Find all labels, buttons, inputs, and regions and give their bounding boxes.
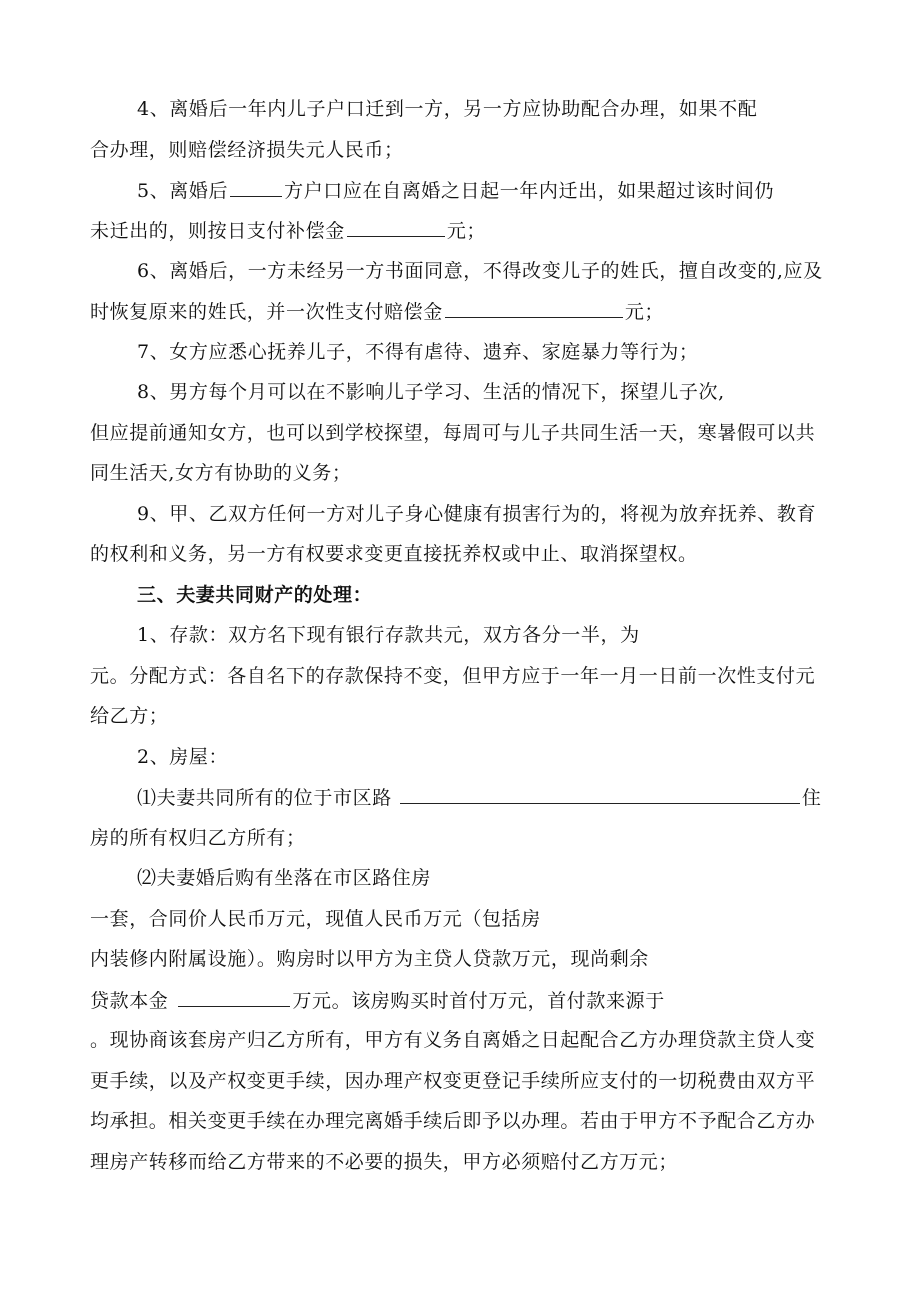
item-2-2-line-2: 一套，合同价人民币万元，现值人民币万元（包括房	[90, 908, 541, 930]
item-1-line-3: 给乙方；	[90, 705, 169, 727]
blank-field	[400, 785, 800, 804]
para-5-text-a: 5、离婚后	[137, 180, 229, 202]
item-2-2-line-4	[90, 988, 665, 1013]
item-2-1-line-1	[137, 785, 821, 810]
blank-field	[445, 299, 623, 318]
para-5-text-d: 元；	[446, 220, 487, 242]
item-1-line-2: 元。分配方式：各自名下的存款保持不变，但甲方应于一年一月一日前一次性支付元	[90, 665, 816, 687]
para-6-text-b: 元；	[624, 301, 665, 323]
para-5-text-c: 未迁出的，则按日支付补偿金	[90, 220, 345, 242]
item-2-2-line-3: 内装修内附属设施）。购房时以甲方为主贷人贷款万元，现尚剩余	[90, 948, 649, 970]
item-2-2-text-b: 万元。该房购买时首付万元，首付款来源于	[292, 990, 665, 1012]
item-2-2-text-a: 贷款本金	[90, 990, 169, 1012]
item-2-2-line-1: ⑵夫妻婚后购有坐落在市区路住房	[137, 867, 432, 889]
para-4-line-1: 4、离婚后一年内儿子户口迁到一方，另一方应协助配合办理，如果不配	[137, 98, 758, 120]
section-3-heading: 三、夫妻共同财产的处理：	[137, 584, 373, 606]
blank-field	[347, 218, 445, 237]
item-2-2-line-6: 更手续，以及产权变更手续，因办理产权变更登记手续所应支付的一切税费由双方平	[90, 1070, 816, 1092]
blank-field	[230, 178, 282, 197]
item-2-2-line-7: 均承担。相关变更手续在办理完离婚手续后即予以办理。若由于甲方不予配合乙方办	[90, 1110, 816, 1132]
para-9-line-2: 的权利和义务，另一方有权要求变更直接抚养权或中止、取消探望权。	[90, 543, 698, 565]
para-5-text-b: 方户口应在自离婚之日起一年内迁出，如果超过该时间仍	[284, 180, 775, 202]
para-5-line-2	[90, 218, 486, 243]
item-2-2-line-8: 理房产转移而给乙方带来的不必要的损失，甲方必须赔付乙方万元；	[90, 1151, 679, 1173]
para-9-line-1: 9、甲、乙双方任何一方对儿子身心健康有损害行为的，将视为放弃抚养、教育	[137, 503, 817, 525]
para-5-line-1	[137, 178, 774, 203]
item-2-1-text-b: 住	[801, 787, 822, 809]
item-2-1-text-a: ⑴夫妻共同所有的位于市区路	[137, 787, 392, 809]
para-6-text-a: 时恢复原来的姓氏，并一次性支付赔偿金	[90, 301, 443, 323]
blank-field	[178, 988, 290, 1007]
para-7-line-1: 7、女方应悉心抚养儿子，不得有虐待、遗弃、家庭暴力等行为；	[137, 341, 699, 363]
para-4-line-2: 合办理，则赔偿经济损失元人民币；	[90, 139, 404, 161]
para-8-line-2: 但应提前通知女方，也可以到学校探望，每周可与儿子共同生活一天，寒暑假可以共	[90, 422, 816, 444]
item-2-heading: 2、房屋：	[137, 746, 229, 768]
para-8-line-1: 8、男方每个月可以在不影响儿子学习、生活的情况下，探望儿子次,	[137, 381, 725, 403]
para-6-line-2	[90, 299, 664, 324]
para-6-line-1: 6、离婚后，一方未经另一方书面同意，不得改变儿子的姓氏，擅自改变的,应及	[137, 260, 823, 282]
para-8-line-3: 同生活天,女方有协助的义务；	[90, 462, 352, 484]
item-2-1-line-2: 房的所有权归乙方所有；	[90, 827, 306, 849]
item-2-2-line-5: 。现协商该套房产归乙方所有，甲方有义务自离婚之日起配合乙方办理贷款主贷人变	[90, 1029, 816, 1051]
item-1-line-1: 1、存款：双方名下现有银行存款共元，双方各分一半，为	[137, 624, 640, 646]
